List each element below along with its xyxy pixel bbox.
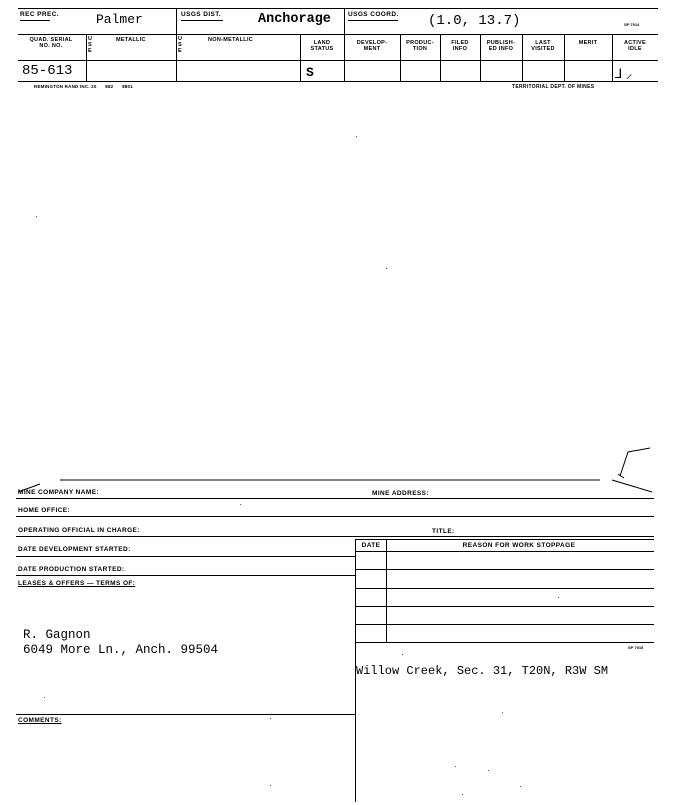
col-land-status: LAND STATUS	[310, 40, 334, 52]
divider	[386, 539, 387, 643]
speck	[44, 697, 45, 698]
row-line	[16, 516, 654, 517]
speck	[240, 504, 241, 505]
col-merit: MERIT	[578, 40, 598, 46]
row-line	[16, 556, 356, 557]
row-line	[356, 624, 654, 625]
mine-company-name-label: MINE COMPANY NAME:	[18, 489, 99, 496]
speck	[386, 268, 387, 269]
row-line	[356, 642, 654, 643]
printer-footer: REMINGTON RAND INC. 20 882 8801	[34, 84, 133, 89]
row-line	[356, 551, 654, 552]
speck	[502, 712, 503, 713]
title-label: TITLE:	[432, 528, 455, 535]
row-line	[356, 569, 654, 570]
speck	[558, 597, 559, 598]
col-nonmetallic: NON-METALLIC	[208, 37, 254, 43]
speck	[270, 718, 271, 719]
underline	[20, 20, 50, 21]
speck	[455, 766, 456, 767]
speck	[402, 654, 403, 655]
speck	[520, 786, 521, 787]
divider	[176, 8, 177, 34]
owner-address: 6049 More Ln., Anch. 99504	[23, 643, 219, 657]
divider	[86, 34, 87, 82]
usgs-coord-value: (1.0, 13.7)	[428, 13, 521, 29]
mine-location: Willow Creek, Sec. 31, T20N, R3W SM	[356, 664, 609, 678]
row-line	[356, 606, 654, 607]
form-number: SP 7914	[624, 22, 640, 27]
home-office-label: HOME OFFICE:	[18, 507, 71, 514]
speck	[462, 794, 463, 795]
col-last-visited: LAST VISITED	[531, 40, 555, 52]
dept-footer: TERRITORIAL DEPT. OF MINES	[512, 84, 595, 90]
top-border	[18, 8, 658, 9]
col-metallic: METALLIC	[116, 37, 146, 43]
reason-col-header: REASON FOR WORK STOPPAGE	[462, 542, 576, 549]
serial-value: 85-613	[22, 63, 73, 79]
row-line	[16, 575, 356, 576]
active-mark: ⅃ ⸝	[615, 66, 633, 81]
rec-prec-value: Palmer	[96, 12, 143, 27]
comments-label: COMMENTS:	[18, 717, 62, 724]
speck	[270, 785, 271, 786]
usgs-dist-label: USGS DIST.	[181, 11, 222, 18]
col-use-2: U S E	[178, 36, 183, 54]
rec-prec-label: REC PREC.	[20, 11, 59, 18]
usgs-coord-label: USGS COORD.	[348, 11, 399, 18]
owner-name: R. Gagnon	[23, 628, 91, 642]
row-line	[16, 714, 356, 715]
card-edge	[0, 440, 678, 500]
mine-address-label: MINE ADDRESS:	[372, 490, 429, 497]
land-status-value: S	[306, 65, 314, 80]
row-line	[18, 34, 658, 35]
underline	[181, 20, 223, 21]
col-use-1: U S E	[88, 36, 93, 54]
col-filed-info: FILED INFO	[451, 40, 469, 52]
operating-official-label: OPERATING OFFICIAL IN CHARGE:	[18, 527, 140, 534]
usgs-dist-value: Anchorage	[258, 12, 331, 27]
row-line	[356, 539, 654, 540]
date-development-label: DATE DEVELOPMENT STARTED:	[18, 546, 131, 553]
col-development: DEVELOP- MENT	[356, 40, 388, 52]
divider	[176, 34, 177, 82]
row-line	[18, 60, 658, 61]
col-production: PRODUC- TION	[406, 40, 434, 52]
speck	[488, 770, 489, 771]
row-line	[16, 498, 654, 499]
underline	[348, 20, 398, 21]
form-number-2: SP 7915	[628, 645, 644, 650]
row-line	[16, 536, 654, 537]
divider	[344, 8, 345, 34]
leases-offers-label: LEASES & OFFERS — TERMS OF:	[18, 580, 136, 587]
row-line	[356, 588, 654, 589]
col-published-info: PUBLISH- ED INFO	[486, 40, 516, 52]
speck	[36, 216, 37, 217]
date-col-header: DATE	[361, 542, 381, 549]
speck	[356, 136, 357, 137]
date-production-label: DATE PRODUCTION STARTED:	[18, 566, 125, 573]
bottom-border	[18, 81, 658, 82]
col-active-idle: ACTIVE IDLE	[624, 40, 646, 52]
col-quad-serial: QUAD. SERIAL NO. NO.	[29, 37, 73, 49]
